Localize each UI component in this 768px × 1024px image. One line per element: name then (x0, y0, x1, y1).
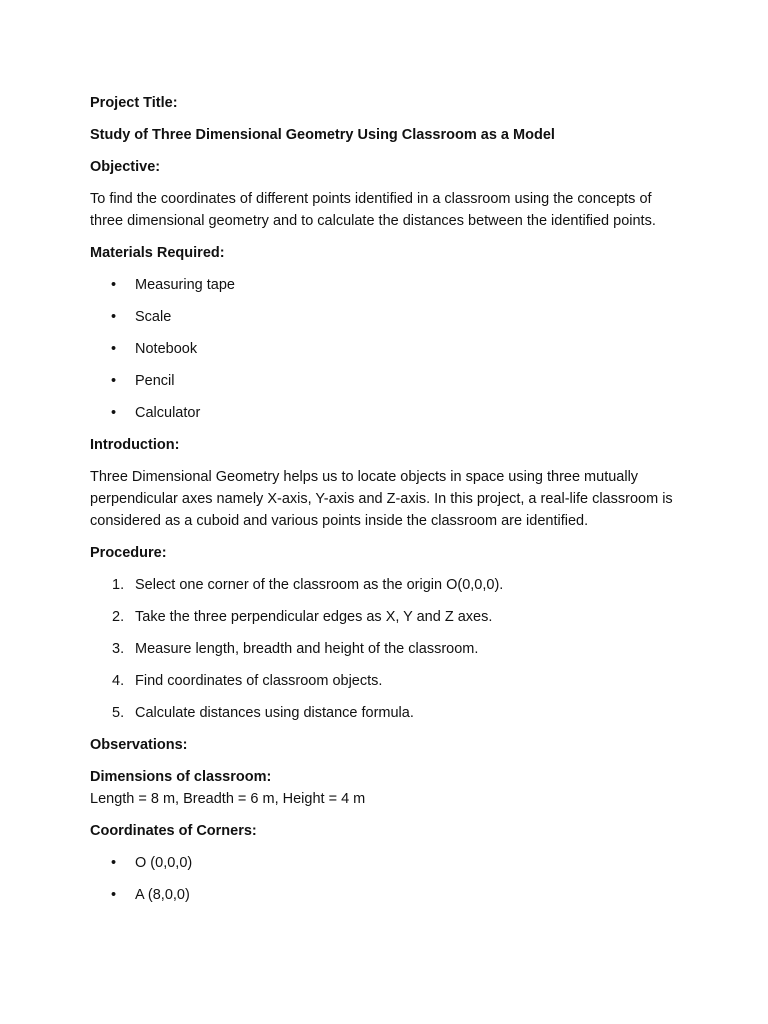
list-item-text: Calculator (135, 405, 201, 421)
number-marker: 1. (112, 577, 125, 593)
number-marker: 5. (112, 705, 125, 721)
number-marker: 2. (112, 609, 125, 625)
objective-label: Objective: (90, 159, 161, 175)
list-item (90, 338, 678, 360)
bullet-marker: • (111, 277, 117, 293)
list-item-text: Take the three perpendicular edges as X, Y and Z axes. (135, 609, 493, 625)
list-item (90, 370, 678, 392)
bullet-marker: • (111, 405, 117, 421)
list-item-text: Pencil (135, 373, 175, 389)
objective-text: To find the coordinates of different points identified in a classroom using the concepts of three dimensional geometry and to calculate the distances between the identified points. (90, 191, 656, 229)
number-marker: 4. (112, 673, 125, 689)
dimensions-label: Dimensions of classroom: (90, 769, 272, 785)
list-item-text: Calculate distances using distance formula. (135, 705, 414, 721)
list-item (90, 852, 678, 874)
bullet-marker: • (111, 341, 117, 357)
corners-list (90, 852, 678, 906)
list-item-text: Find coordinates of classroom objects. (135, 673, 383, 689)
list-item (90, 606, 678, 628)
bullet-marker: • (111, 373, 117, 389)
materials-label: Materials Required: (90, 245, 225, 261)
procedure-label: Procedure: (90, 545, 167, 561)
project-title-label: Project Title: (90, 95, 178, 111)
observations-label: Observations: (90, 737, 188, 753)
list-item (90, 702, 678, 724)
list-item (90, 670, 678, 692)
dimensions-text: Length = 8 m, Breadth = 6 m, Height = 4 m (90, 791, 366, 807)
list-item-text: Measure length, breadth and height of the classroom. (135, 641, 479, 657)
materials-list (90, 274, 678, 424)
list-item (90, 402, 678, 424)
list-item (90, 306, 678, 328)
introduction-text: Three Dimensional Geometry helps us to locate objects in space using three mutually perpendicular axes namely X-axis, Y-axis and Z-axis. In this project, a real-life classroom is considered as a cuboid and various points inside the classroom are identified. (90, 469, 673, 529)
number-marker: 3. (112, 641, 125, 657)
project-title: Study of Three Dimensional Geometry Using Classroom as a Model (90, 127, 555, 143)
corners-label: Coordinates of Corners: (90, 823, 257, 839)
introduction-label: Introduction: (90, 437, 180, 453)
list-item-text: A (8,0,0) (135, 887, 190, 903)
list-item (90, 574, 678, 596)
list-item-text: Measuring tape (135, 277, 235, 293)
list-item-text: Select one corner of the classroom as the origin O(0,0,0). (135, 577, 504, 593)
list-item (90, 274, 678, 296)
procedure-list (90, 574, 678, 724)
list-item (90, 638, 678, 660)
bullet-marker: • (111, 887, 117, 903)
list-item (90, 884, 678, 906)
list-item-text: O (0,0,0) (135, 855, 193, 871)
bullet-marker: • (111, 309, 117, 325)
bullet-marker: • (111, 855, 117, 871)
list-item-text: Notebook (135, 341, 198, 357)
list-item-text: Scale (135, 309, 172, 325)
